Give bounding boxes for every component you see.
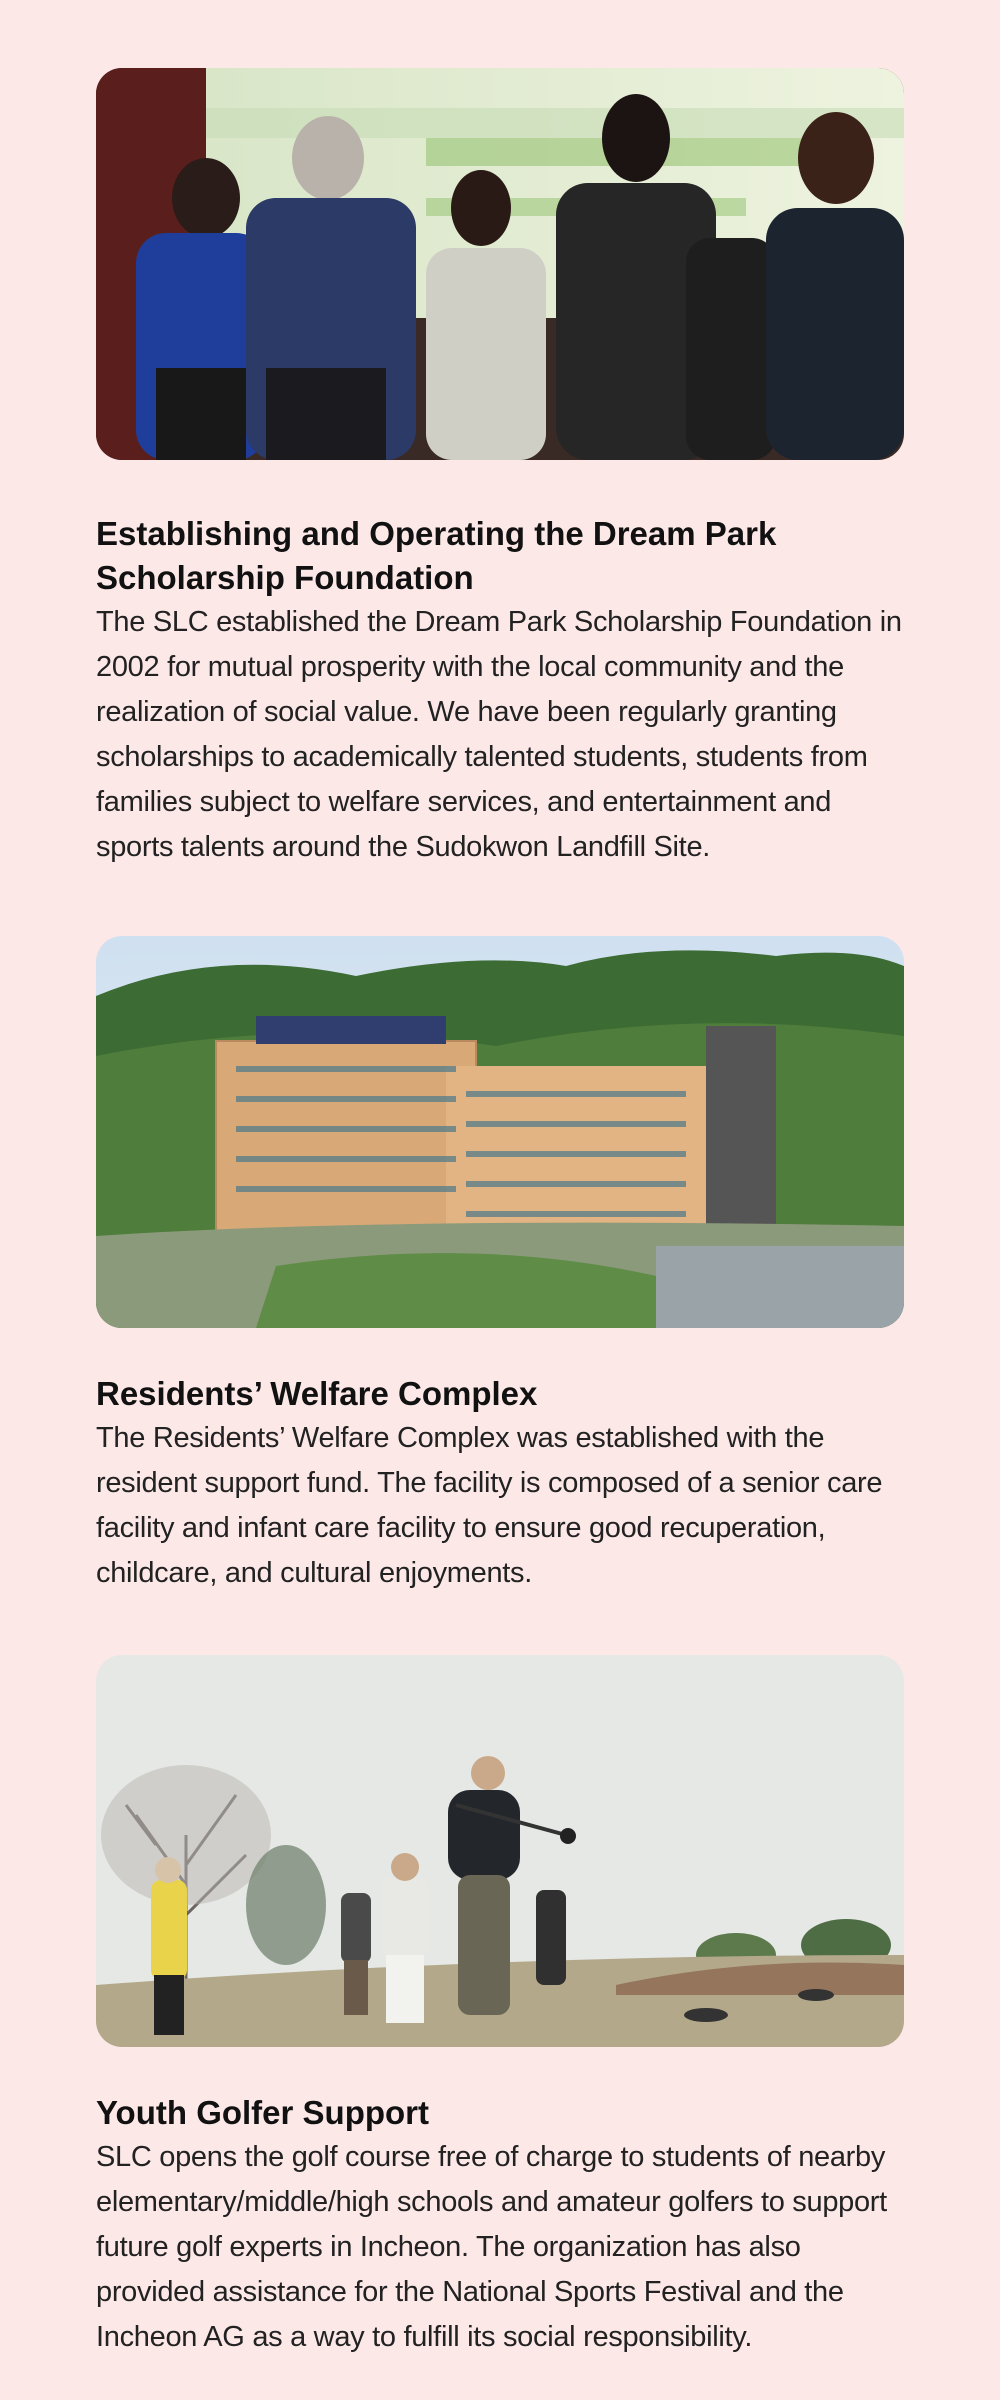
youth-golfer-section: [96, 1655, 904, 2360]
section-body: The Residents’ Welfare Complex was established with the resident support fund. The facility is composed of a senior care facility and infant care facility to ensure good recuperation, childcare, and cultural enjoyments.: [96, 1422, 883, 1589]
scholarship-section: [96, 68, 904, 870]
scholarship-ceremony-photo: [96, 68, 904, 460]
welfare-complex-building-photo: [96, 936, 904, 1328]
section-title: Establishing and Operating the Dream Park Scholarship Foundation: [96, 515, 777, 596]
section-title: Residents’ Welfare Complex: [96, 1375, 538, 1412]
welfare-complex-section: [96, 936, 904, 1596]
golfer-swing-photo: [96, 1655, 904, 2047]
section-title: Youth Golfer Support: [96, 2094, 430, 2131]
section-body: SLC opens the golf course free of charge to students of nearby elementary/middle/high schools and amateur golfers to support future golf experts in Incheon. The organization has also provided assistance for the National Sports Festival and the Incheon AG as a way to fulfill its social responsibility.: [96, 2141, 887, 2353]
section-body: The SLC established the Dream Park Scholarship Foundation in 2002 for mutual prosperity with the local community and the realization of social value. We have been regularly granting scholarships to academically talented students, students from families subject to welfare services, and entertainment and sports talents around the Sudokwon Landfill Site.: [96, 606, 902, 863]
